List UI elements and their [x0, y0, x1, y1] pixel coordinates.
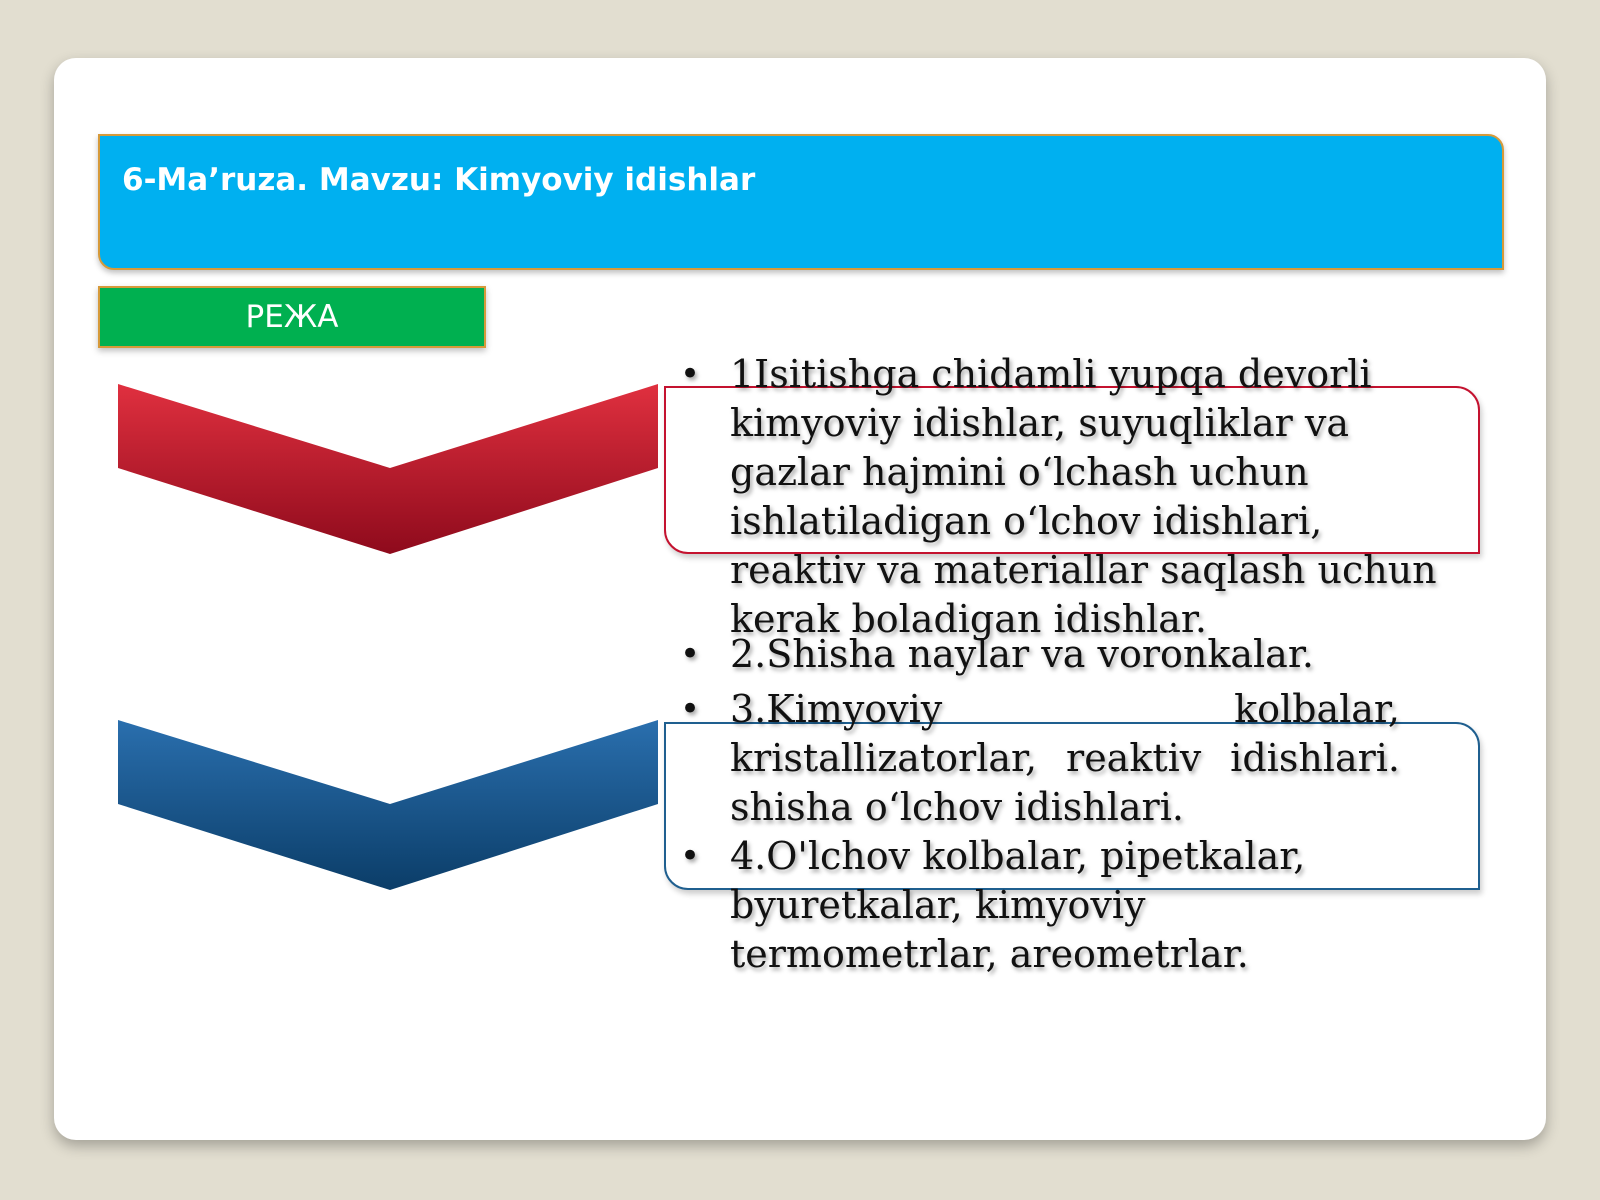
plan-list-bottom — [680, 630, 1400, 979]
list-item: • 3.Kimyoviy kolbalar, kristallizatorlar, reaktiv idishlari. shisha o‘lchov idishlari. — [680, 685, 1400, 832]
blue-chevron — [118, 720, 658, 890]
red-chevron — [118, 384, 658, 554]
slide-title: 6-Ma’ruza. Mavzu: Kimyoviy idishlar — [122, 162, 756, 198]
list-item: • 1Isitishga chidamli yupqa devorli kimyoviy idishlar, suyuqliklar va gazlar hajmini o‘lchash uchun ishlatiladigan o‘lchov idishlari, reaktiv va materiallar saqlash uchun kerak boladigan idishlar. — [680, 350, 1450, 644]
list-item: • 4.O'lchov kolbalar, pipetkalar, byuretkalar, kimyoviy termometrlar, areometrlar. — [680, 832, 1400, 979]
plan-label: РЕЖА — [245, 299, 339, 335]
title-bar — [98, 134, 1504, 270]
plan-box — [98, 286, 486, 348]
plan-list-top — [680, 350, 1450, 644]
list-item: • 2.Shisha naylar va voronkalar. — [680, 630, 1400, 679]
